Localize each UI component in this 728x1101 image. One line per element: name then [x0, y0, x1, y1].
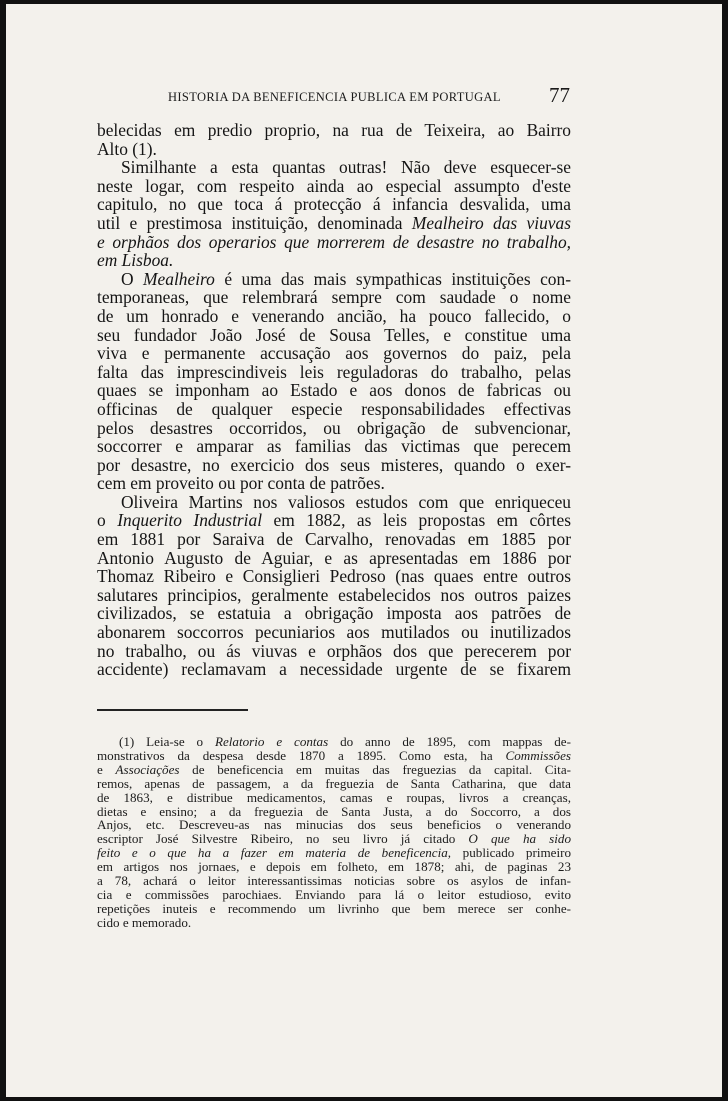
institution-title-end: em Lisboa. — [97, 250, 174, 271]
text-line: de um honrado e venerando ancião, ha pouco fallecido, o — [97, 305, 571, 326]
text-run: util e prestimosa instituição, denominada — [97, 212, 412, 233]
footnote-line: cia e commissões parochiaes. Enviando para lá o leitor estudioso, evito — [97, 886, 571, 902]
text-run: do anno de 1895, com mappas de- — [328, 734, 571, 749]
footnote-line: dietas e ensino; a da freguezia de Santa Justa, a do Soccorro, a dos — [97, 803, 571, 819]
footnote-divider — [97, 709, 248, 711]
text-line — [97, 270, 571, 289]
text-run: o — [97, 510, 118, 531]
page-number: 77 — [549, 83, 570, 107]
text-line: Alto (1). — [97, 138, 157, 159]
footnote-line — [97, 846, 571, 860]
text-line: Similhante a esta quantas outras! Não deve esquecer-se — [121, 157, 571, 178]
text-line: belecidas em predio proprio, na rua de Teixeira, ao Bairro — [97, 120, 571, 140]
text-line: salutares principios, geralmente estabelecidos nos outros paizes — [97, 584, 571, 605]
text-line: abonarem soccorros pecuniarios aos mutilados ou inutilizados — [97, 622, 571, 643]
text-line: pelos desastres occorridos, ou obrigação de subvencionar, — [97, 417, 571, 438]
text-run: monstrativos da despesa desde 1870 a 1895. Como esta, ha — [97, 747, 506, 763]
mealheiro-title: Mealheiro — [143, 268, 215, 289]
text-line: viva e permanente accusação aos governos do paiz, pela — [97, 343, 571, 364]
footnote-line — [97, 735, 571, 749]
text-line: officinas de qualquer especie responsabilidades effectivas — [97, 398, 571, 419]
text-line: civilizados, se estatuia a obrigação imposta aos patrões de — [97, 603, 571, 624]
footnote-line: a 78, achará o leitor interessantissimas noticias sobre os asylos de infan- — [97, 873, 571, 889]
text-run: O — [121, 268, 144, 289]
main-text — [97, 121, 571, 679]
text-run: em 1882, as leis propostas em côrtes — [262, 510, 571, 531]
footnote — [97, 735, 571, 930]
footnote-line: remos, apenas de passagem, a da freguezia de Santa Catharina, que data — [97, 775, 571, 791]
footnote-line — [97, 832, 571, 846]
book-title: O que ha sido — [468, 831, 571, 847]
text-run: e — [97, 761, 116, 777]
text-line: falta das imprescindiveis leis reguladoras do trabalho, pelas — [97, 361, 571, 382]
running-title: HISTORIA DA BENEFICENCIA PUBLICA EM PORTUGAL — [168, 90, 501, 104]
text-line — [97, 251, 571, 270]
text-run: escriptor José Silvestre Ribeiro, no seu livro já citado — [97, 831, 469, 847]
text-run: é uma das mais sympathicas instituições con- — [214, 268, 571, 289]
footnote-line: Anjos, etc. Descreveu-as nas minucias dos seus beneficios o venerando — [97, 817, 571, 833]
text-line: seu fundador João José de Sousa Telles, e constitue uma — [97, 324, 571, 345]
text-run: de beneficencia em muitas das freguezias da capital. Cita- — [179, 761, 571, 777]
text-line: quaes se imponham ao Estado e aos donos de fabricas ou — [97, 380, 571, 401]
text-line — [97, 214, 571, 233]
text-line: Antonio Augusto de Aguiar, e as apresentadas em 1886 por — [97, 547, 571, 568]
book-page — [6, 4, 722, 1097]
text-line: neste logar, com respeito ainda ao especial assumpto d'este — [97, 175, 571, 196]
text-line: accidente) reclamavam a necessidade urgente de se fixarem — [97, 659, 571, 680]
text-line: soccorrer e amparar as familias das victimas que perecem — [97, 436, 571, 457]
text-line: Thomaz Ribeiro e Consiglieri Pedroso (nas quaes entre outros — [97, 566, 571, 587]
emphasis: Commissões — [505, 747, 571, 763]
text-line: por desastre, no exercicio dos seus misteres, quando o exer- — [97, 454, 571, 475]
book-title-cont: feito e o que ha a fazer em materia de beneficencia, — [97, 845, 452, 861]
footnote-line: cido e memorado. — [97, 914, 192, 930]
footnote-line — [97, 763, 571, 777]
text-line: no trabalho, ou ás viuvas e orphãos dos que perecerem por — [97, 640, 571, 661]
text-line — [97, 511, 571, 530]
footnote-line: em artigos nos jornaes, e depois em folheto, em 1878; ahi, de paginas 23 — [97, 859, 571, 875]
institution-title: Mealheiro das viuvas — [411, 212, 571, 233]
footnote-line — [97, 749, 571, 763]
inquerito-title: Inquerito Industrial — [117, 510, 263, 531]
text-run: publicado primeiro — [451, 845, 571, 861]
institution-title-cont: e orphãos dos operarios que morrerem de desastre no trabalho, — [97, 231, 571, 252]
emphasis: Associações — [115, 761, 180, 777]
footnote-line: repetições inuteis e recommendo um livrinho que bem merece ser conhe- — [97, 900, 571, 916]
text-line: temporaneas, que relembrará sempre com saudade o nome — [97, 287, 571, 308]
text-line: em 1881 por Saraiva de Carvalho, renovadas em 1885 por — [97, 529, 571, 550]
text-run: (1) Leia-se o — [119, 734, 215, 749]
text-line: Oliveira Martins nos valiosos estudos com que enriqueceu — [121, 491, 571, 512]
text-line: capitulo, no que toca á protecção á infancia desvalida, uma — [97, 194, 571, 215]
text-line — [97, 233, 571, 252]
report-title: Relatorio e contas — [214, 734, 329, 749]
text-line: cem em proveito ou por conta de patrões. — [97, 473, 385, 494]
footnote-line: de 1863, e distribue medicamentos, camas e roupas, livros a creanças, — [97, 789, 571, 805]
